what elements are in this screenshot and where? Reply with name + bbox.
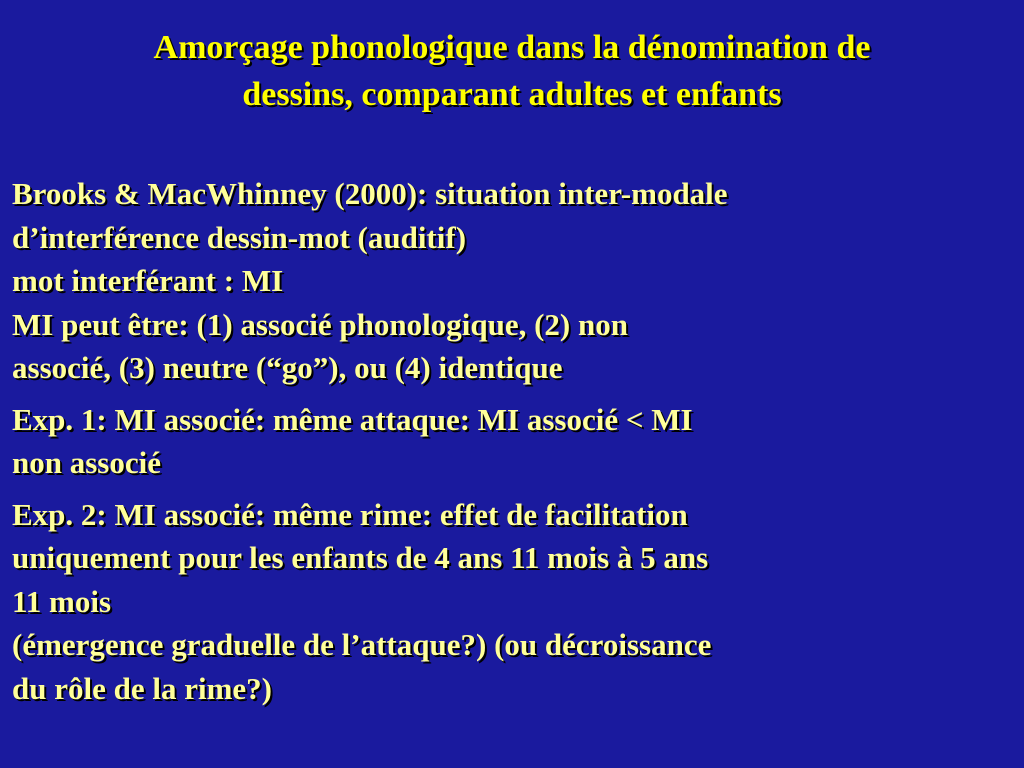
bullet-paragraph-exp-2 [12,493,1017,711]
paragraph-line: Brooks & MacWhinney (2000): situation inter-modale [12,176,728,211]
paragraph-line: uniquement pour les enfants de 4 ans 11 mois à 5 ans [12,540,709,575]
paragraph-line: mot interférant : MI [12,263,284,298]
paragraph-line: non associé [12,445,161,480]
paragraph-line: associé, (3) neutre (“go”), ou (4) identique [12,350,563,385]
paragraph-line: MI peut être: (1) associé phonologique, (2) non [12,306,628,342]
paragraph-line: Exp. 2: MI associé: même rime: effet de facilitation [12,496,688,532]
paragraph-line: Exp. 1: MI associé: même attaque: MI associé < MI [12,401,693,437]
slide-body [12,172,1017,710]
paragraph-line: du rôle de la rime?) [12,670,273,706]
slide-title-line: dessins, comparant adultes et enfants [242,76,782,113]
paragraph-line: 11 mois [12,583,112,619]
paragraph-line: d’interférence dessin-mot (auditif) [12,219,467,255]
bullet-paragraph-brooks-macwhinney [12,172,1017,390]
slide-title [20,24,1004,118]
slide-title-line: Amorçage phonologique dans la dénomination de [153,29,871,66]
paragraph-line: (émergence graduelle de l’attaque?) (ou décroissance [12,627,712,662]
bullet-paragraph-exp-1 [12,398,1017,485]
